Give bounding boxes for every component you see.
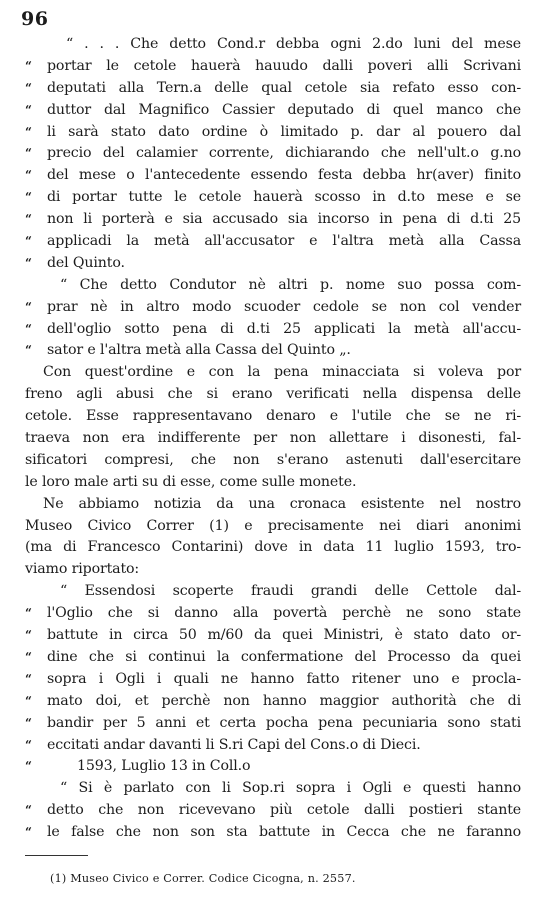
- text-line-content: del mese o l'antecedente essendo festa debba hr(aver) finito: [47, 167, 521, 184]
- text-line-content: cetole. Esse rappresentavano denaro e l'utile che se ne ri-: [25, 408, 521, 425]
- text-line: [0, 625, 541, 647]
- quote-mark: “: [25, 255, 32, 270]
- text-line: [0, 691, 541, 713]
- text-line: [0, 713, 541, 735]
- text-line-content: duttor dal Magnifico Cassier deputado di quel manco che: [47, 101, 521, 118]
- text-line-content: mato doi, et perchè non hanno maggior authorità che di: [47, 692, 521, 709]
- quote-mark: “: [25, 343, 32, 358]
- quote-mark: “: [25, 693, 32, 708]
- text-line: [0, 56, 541, 78]
- text-line: [0, 319, 541, 341]
- quote-mark: “: [25, 80, 32, 95]
- text-line-content: le false che non son sta battute in Cecca che ne faranno: [47, 824, 521, 841]
- text-line-content: battute in circa 50 m/60 da quei Ministri, è stato dato or-: [47, 627, 521, 644]
- text-line: [0, 450, 541, 472]
- text-line-content: li sarà stato dato ordine ò limitado p. dar al pouero dal: [47, 123, 521, 140]
- text-line: [0, 516, 541, 538]
- text-line-content: precio del calamier corrente, dichiarando che nell'ult.o g.no: [47, 145, 521, 162]
- text-line: [0, 778, 541, 800]
- text-line-content: dine che si continui la confermatione del Processo da quei: [47, 648, 521, 665]
- footnote: (1) Museo Civico e Correr. Codice Cicogna, n. 2557.: [50, 872, 356, 885]
- quote-mark: “: [25, 628, 32, 643]
- text-line-content: traeva non era indifferente per non allettare i disonesti, fal-: [25, 430, 521, 447]
- quote-mark: “: [25, 737, 32, 752]
- text-line: [0, 340, 541, 362]
- text-line: [0, 384, 541, 406]
- text-line-content: l'Oglio che si danno alla povertà perchè ne sono state: [47, 605, 521, 622]
- text-line-content: prar nè in altro modo scuoder cedole se non col vender: [47, 298, 521, 315]
- text-line-content: sificatori compresi, che non s'erano astenuti dall'esercitare: [25, 451, 521, 468]
- text-line: [0, 559, 541, 581]
- text-line: [0, 472, 541, 494]
- text-line: [0, 581, 541, 603]
- quote-mark: “: [25, 825, 32, 840]
- text-line: [0, 647, 541, 669]
- quote-mark: “: [25, 58, 32, 73]
- text-line-content: eccitati andar davanti li S.ri Capi del Cons.o di Dieci.: [47, 736, 421, 753]
- text-line-content: le loro male arti su di esse, come sulle monete.: [25, 473, 357, 490]
- text-line-content: non li porterà e sia accusado sia incorso in pena di d.ti 25: [47, 211, 521, 228]
- text-line: [0, 822, 541, 844]
- quote-mark: “: [25, 321, 32, 336]
- text-line-content: “ Si è parlato con li Sop.ri sopra i Ogli e questi hanno: [60, 780, 521, 797]
- quote-mark: “: [25, 803, 32, 818]
- text-line-content: viamo riportato:: [25, 561, 140, 578]
- text-line-content: sator e l'altra metà alla Cassa del Quinto „.: [47, 342, 351, 359]
- quote-mark: “: [25, 759, 32, 774]
- text-line-content: deputati alla Tern.a delle qual cetole sia refato esso con-: [47, 79, 521, 96]
- text-line: [0, 603, 541, 625]
- text-line: [0, 34, 541, 56]
- text-line: [0, 735, 541, 757]
- quote-mark: “: [25, 715, 32, 730]
- quote-mark: “: [25, 102, 32, 117]
- text-line: [0, 756, 541, 778]
- text-line: [0, 231, 541, 253]
- quote-mark: “: [25, 299, 32, 314]
- text-line-content: applicadi la metà all'accusator e l'altra metà alla Cassa: [47, 233, 521, 250]
- text-line-content: (ma di Francesco Contarini) dove in data 11 luglio 1593, tro-: [25, 539, 521, 556]
- text-line: [0, 362, 541, 384]
- text-line-content: portar le cetole hauerà hauudo dalli poveri alli Scrivani: [47, 57, 521, 74]
- quote-mark: “: [25, 212, 32, 227]
- text-line-content: 1593, Luglio 13 in Coll.o: [77, 758, 251, 775]
- text-line: [0, 428, 541, 450]
- text-line: [0, 297, 541, 319]
- text-line: [0, 800, 541, 822]
- text-line-content: di portar tutte le cetole hauerà scosso in d.to mese e se: [47, 189, 521, 206]
- text-line: [0, 253, 541, 275]
- quote-mark: “: [25, 234, 32, 249]
- text-line: [0, 537, 541, 559]
- text-line-content: dell'oglio sotto pena di d.ti 25 applicati la metà all'accu-: [47, 320, 521, 337]
- text-line-content: “ . . . Che detto Cond.r debba ogni 2.do luni del mese: [66, 36, 521, 52]
- text-line: [0, 669, 541, 691]
- text-line-content: Museo Civico Correr (1) e precisamente nei diari anonimi: [25, 517, 521, 534]
- text-line-content: del Quinto.: [47, 254, 125, 271]
- quote-mark: “: [25, 671, 32, 686]
- text-line: [0, 100, 541, 122]
- page-number: 96: [21, 8, 49, 30]
- text-line: [0, 209, 541, 231]
- text-line: [0, 143, 541, 165]
- quote-mark: “: [25, 168, 32, 183]
- body-text: [0, 34, 541, 844]
- quote-mark: “: [25, 649, 32, 664]
- text-line: [0, 165, 541, 187]
- quote-mark: “: [25, 190, 32, 205]
- text-line: [0, 275, 541, 297]
- text-line-content: bandir per 5 anni et certa pocha pena pecuniaria sono stati: [47, 714, 521, 731]
- text-line: [0, 187, 541, 209]
- text-line-content: Ne abbiamo notizia da una cronaca esistente nel nostro: [43, 495, 521, 512]
- text-line: [0, 494, 541, 516]
- text-line: [0, 406, 541, 428]
- text-line: [0, 122, 541, 144]
- text-line-content: sopra i Ogli i quali ne hanno fatto ritener uno e procla-: [47, 670, 521, 687]
- footnote-divider: [25, 855, 88, 856]
- quote-mark: “: [25, 146, 32, 161]
- quote-mark: “: [25, 606, 32, 621]
- text-line-content: “ Essendosi scoperte fraudi grandi delle Cettole dal-: [60, 583, 521, 600]
- text-line: [0, 78, 541, 100]
- text-line-content: detto che non ricevevano più cetole dalli postieri stante: [47, 802, 521, 819]
- text-line-content: freno agli abusi che si erano verificati nella dispensa delle: [25, 386, 521, 403]
- quote-mark: “: [25, 124, 32, 139]
- text-line-content: “ Che detto Condutor nè altri p. nome suo possa com-: [60, 276, 521, 293]
- text-line-content: Con quest'ordine e con la pena minacciata si voleva por: [43, 364, 521, 381]
